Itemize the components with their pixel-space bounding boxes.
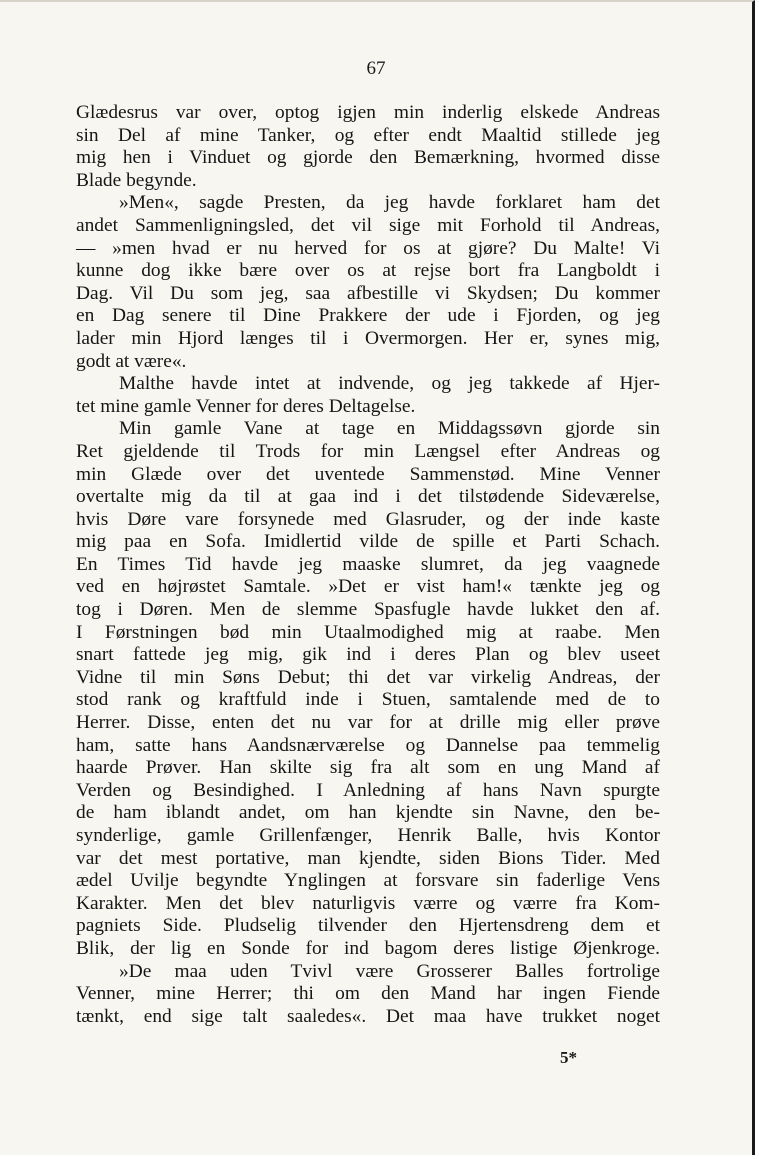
text-line: haarde Prøver. Han skilte sig fra alt som en ung Mand af bbox=[76, 757, 660, 779]
text-line: stod rank og kraftfuld inde i Stuen, samtalende med de to bbox=[76, 689, 660, 711]
text-line: Blik, der lig en Sonde for ind bagom deres listige Øjenkroge. bbox=[76, 937, 660, 959]
text-line: »De maa uden Tvivl være Grosserer Balles fortrolige bbox=[119, 960, 660, 982]
text-line: tænkt, end sige talt saaledes«. Det maa have trukket noget bbox=[76, 1005, 660, 1027]
text-line: — »men hvad er nu herved for os at gjøre? Du Malte! Vi bbox=[76, 237, 660, 259]
text-line: en Dag senere til Dine Prakkere der ude i Fjorden, og jeg bbox=[76, 305, 660, 327]
body-text bbox=[76, 102, 660, 1028]
text-line: mig hen i Vinduet og gjorde den Bemærkning, hvormed disse bbox=[76, 147, 660, 169]
text-line: I Førstningen bød min Utaalmodighed mig at raabe. Men bbox=[76, 621, 660, 643]
text-line: lader min Hjord længes til i Overmorgen. Her er, synes mig, bbox=[76, 327, 660, 349]
text-line: Dag. Vil Du som jeg, saa afbestille vi Skydsen; Du kommer bbox=[76, 282, 660, 304]
text-line: synderlige, gamle Grillenfænger, Henrik Balle, hvis Kontor bbox=[76, 825, 660, 846]
signature-mark: 5* bbox=[560, 1048, 577, 1067]
text-line: Verden og Besindighed. I Anledning af hans Navn spurgte bbox=[76, 779, 660, 801]
text-line: »Men«, sagde Presten, da jeg havde forklaret ham det bbox=[119, 192, 660, 214]
text-line: kunne dog ikke bære over os at rejse bort fra Langboldt i bbox=[76, 260, 660, 282]
text-line: var det mest portative, man kjendte, siden Bions Tider. Med bbox=[76, 847, 660, 869]
text-line: mig paa en Sofa. Imidlertid vilde de spille et Parti Schach. bbox=[76, 531, 660, 553]
text-line: Karakter. Men det blev naturligvis værre og værre fra Kom- bbox=[76, 892, 660, 914]
page-number: 67 bbox=[366, 58, 386, 79]
text-line: pagniets Side. Pludselig tilvender den Hjertensdreng dem et bbox=[76, 915, 660, 937]
text-line: andet Sammenligningsled, det vil sige mit Forhold til Andreas, bbox=[76, 214, 660, 236]
text-line: Vidne til min Søns Debut; thi det var virkelig Andreas, der bbox=[76, 666, 660, 688]
text-line: min Glæde over det uventede Sammenstød. Mine Venner bbox=[76, 463, 660, 485]
text-line: Herrer. Disse, enten det nu var for at drille mig eller prøve bbox=[76, 712, 660, 734]
text-line: ædel Uvilje begyndte Ynglingen at forsvare sin faderlige Vens bbox=[76, 870, 660, 892]
text-line: En Times Tid havde jeg maaske slumret, da jeg vaagnede bbox=[76, 553, 660, 575]
text-line: Ret gjeldende til Trods for min Længsel efter Andreas og bbox=[76, 440, 660, 462]
text-line: Blade begynde. bbox=[76, 169, 197, 191]
text-line: ved en højrøstet Samtale. »Det er vist ham!« tænkte jeg og bbox=[76, 576, 660, 598]
text-line: Venner, mine Herrer; thi om den Mand har ingen Fiende bbox=[76, 983, 660, 1005]
text-line: Min gamle Vane at tage en Middagssøvn gjorde sin bbox=[119, 418, 660, 440]
text-line: Glædesrus var over, optog igjen min inderlig elskede Andreas bbox=[76, 102, 660, 123]
text-line: hvis Døre vare forsynede med Glasruder, og der inde kaste bbox=[76, 508, 660, 530]
text-line: overtalte mig da til at gaa ind i det tilstødende Sideværelse, bbox=[76, 486, 660, 508]
text-line: snart fattede jeg mig, gik ind i deres Plan og blev useet bbox=[76, 644, 660, 666]
text-line: ham, satte hans Aandsnærværelse og Dannelse paa temmelig bbox=[76, 734, 660, 756]
text-line: de ham iblandt andet, om han kjendte sin Navne, den be- bbox=[76, 802, 660, 824]
text-line: Malthe havde intet at indvende, og jeg takkede af Hjer- bbox=[119, 373, 660, 395]
text-line: tet mine gamle Venner for deres Deltagelse. bbox=[76, 395, 416, 417]
text-line: godt at være«. bbox=[76, 350, 187, 372]
text-line: sin Del af mine Tanker, og efter endt Maaltid stillede jeg bbox=[76, 124, 660, 146]
text-line: tog i Døren. Men de slemme Spasfugle havde lukket den af. bbox=[76, 599, 660, 621]
